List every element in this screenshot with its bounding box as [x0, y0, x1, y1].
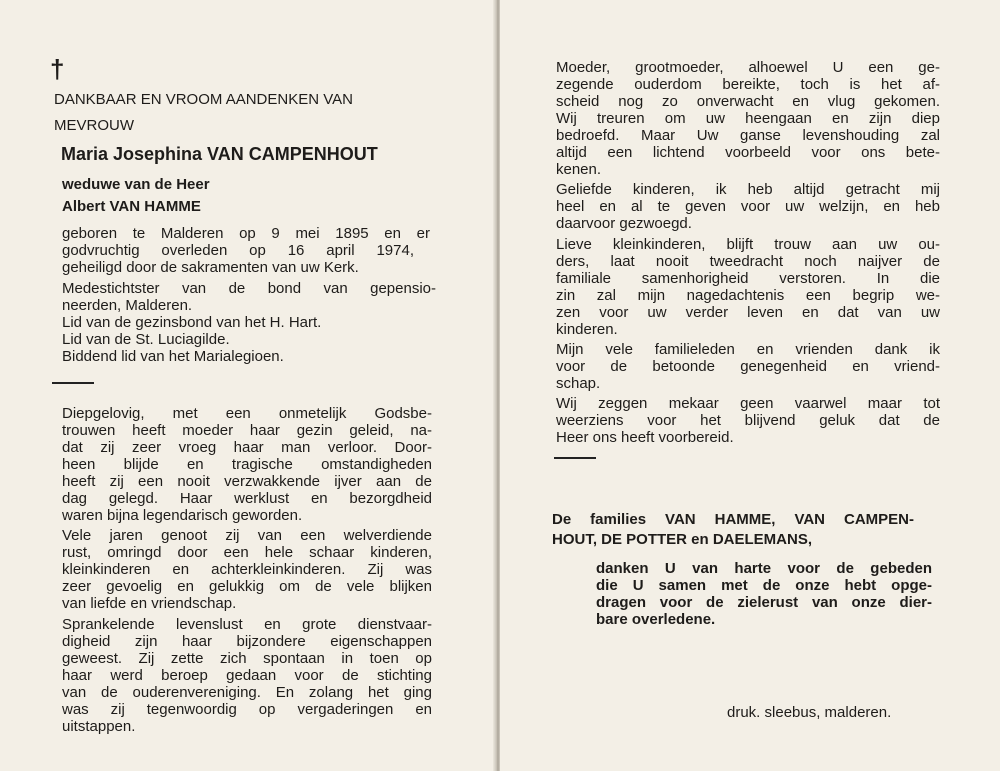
text-line: kinderen.: [556, 321, 618, 338]
families-line: HOUT, DE POTTER en DAELEMANS,: [552, 531, 813, 548]
text-line: Wij zeggen mekaar geen vaarwel maar tot: [556, 395, 940, 412]
thanks-line: danken U van harte voor de gebeden: [596, 560, 932, 577]
header-line-2: MEVROUW: [54, 117, 134, 134]
widow-line-1: weduwe van de Heer: [62, 176, 210, 193]
header-line-1: DANKBAAR EN VROOM AANDENKEN VAN: [54, 91, 353, 108]
text-line: ders, laat nooit tweedracht noch naijver de: [556, 253, 940, 270]
text-line: Sprankelende levenslust en grote dienstvaar-: [62, 616, 432, 633]
deceased-name: Maria Josephina VAN CAMPENHOUT: [61, 144, 378, 164]
bio-line: neerden, Malderen.: [62, 297, 193, 314]
text-line: zen voor uw verder leven en dat van uw: [556, 304, 940, 321]
text-line: heen blijde en tragische omstandigheden: [62, 456, 432, 473]
text-line: Moeder, grootmoeder, alhoewel U een ge-: [556, 59, 940, 76]
families-line: De families VAN HAMME, VAN CAMPEN-: [552, 511, 914, 528]
text-line: van de ouderenvereniging. En zolang het ging: [62, 684, 432, 701]
text-line: bedroefd. Maar Uw ganse levenshouding zal: [556, 127, 940, 144]
text-line: geweest. Zij zette zich spontaan in toen op: [62, 650, 432, 667]
divider: [554, 457, 596, 459]
bio-line: Biddend lid van het Marialegioen.: [62, 348, 284, 365]
text-line: Geliefde kinderen, ik heb altijd getracht mij: [556, 181, 940, 198]
text-line: zegende ouderdom bereikte, toch is het af-: [556, 76, 940, 93]
text-line: scheid nog zo onverwacht en vlug gekomen.: [556, 93, 940, 110]
bio-line: Medestichtster van de bond van gepensio-: [62, 280, 436, 297]
text-line: familiale samenhorigheid verstoren. In die: [556, 270, 940, 287]
text-line: dat zij zeer vroeg haar man verloor. Door-: [62, 439, 432, 456]
text-line: voor de betoonde genegenheid en vriend-: [556, 358, 940, 375]
widow-line-2: Albert VAN HAMME: [62, 198, 201, 215]
thanks-line: die U samen met de onze hebt opge-: [596, 577, 932, 594]
cross-icon: †: [50, 54, 65, 84]
text-line: Mijn vele familieleden en vrienden dank ik: [556, 341, 940, 358]
text-line: heeft zij een nooit verzwakkende ijver aan de: [62, 473, 432, 490]
text-line: dag gelegd. Haar werklust en bezorgdheid: [62, 490, 432, 507]
text-line: digheid zijn haar bijzondere eigenschappen: [62, 633, 432, 650]
text-line: van liefde en vriendschap.: [62, 595, 237, 612]
text-line: zin zal mijn nagedachtenis een begrip we-: [556, 287, 940, 304]
bio-line: geheiligd door de sakramenten van uw Kerk.: [62, 259, 359, 276]
bio-line: Lid van de St. Luciagilde.: [62, 331, 230, 348]
bio-line: Lid van de gezinsbond van het H. Hart.: [62, 314, 322, 331]
printer-credit: druk. sleebus, malderen.: [727, 704, 892, 721]
text-line: weerziens voor het blijvend geluk dat de: [556, 412, 940, 429]
text-line: Lieve kleinkinderen, blijft trouw aan uw ou-: [556, 236, 940, 253]
left-page: [0, 0, 496, 771]
text-line: trouwen heeft moeder haar gezin geleid, na-: [62, 422, 432, 439]
text-line: Diepgelovig, met een onmetelijk Godsbe-: [62, 405, 432, 422]
text-line: Vele jaren genoot zij van een welverdiende: [62, 527, 432, 544]
text-line: Wij treuren om uw heengaan en zijn diep: [556, 110, 940, 127]
text-line: daarvoor gezwoegd.: [556, 215, 692, 232]
text-line: uitstappen.: [62, 718, 136, 735]
thanks-line: bare overledene.: [596, 611, 716, 628]
bio-line: godvruchtig overleden op 16 april 1974,: [62, 242, 414, 259]
text-line: haar werd beroep gedaan voor de stichting: [62, 667, 432, 684]
thanks-line: dragen voor de zielerust van onze dier-: [596, 594, 932, 611]
text-line: heel en al te geven voor uw welzijn, en heb: [556, 198, 940, 215]
text-line: altijd een lichtend voorbeeld voor ons bete-: [556, 144, 940, 161]
text-line: schap.: [556, 375, 601, 392]
bio-line: geboren te Malderen op 9 mei 1895 en er: [62, 225, 430, 242]
text-line: Heer ons heeft voorbereid.: [556, 429, 734, 446]
divider: [52, 382, 94, 384]
text-line: waren bijna legendarisch geworden.: [62, 507, 303, 524]
text-line: zeer gevoelig en gelukkig om de vele blijken: [62, 578, 432, 595]
right-page: [500, 0, 1000, 771]
text-line: rust, omringd door een hele schaar kinderen,: [62, 544, 432, 561]
text-line: kenen.: [556, 161, 602, 178]
text-line: kleinkinderen en achterkleinkinderen. Zij was: [62, 561, 432, 578]
text-line: was zij tegenwoordig op vergaderingen en: [62, 701, 432, 718]
